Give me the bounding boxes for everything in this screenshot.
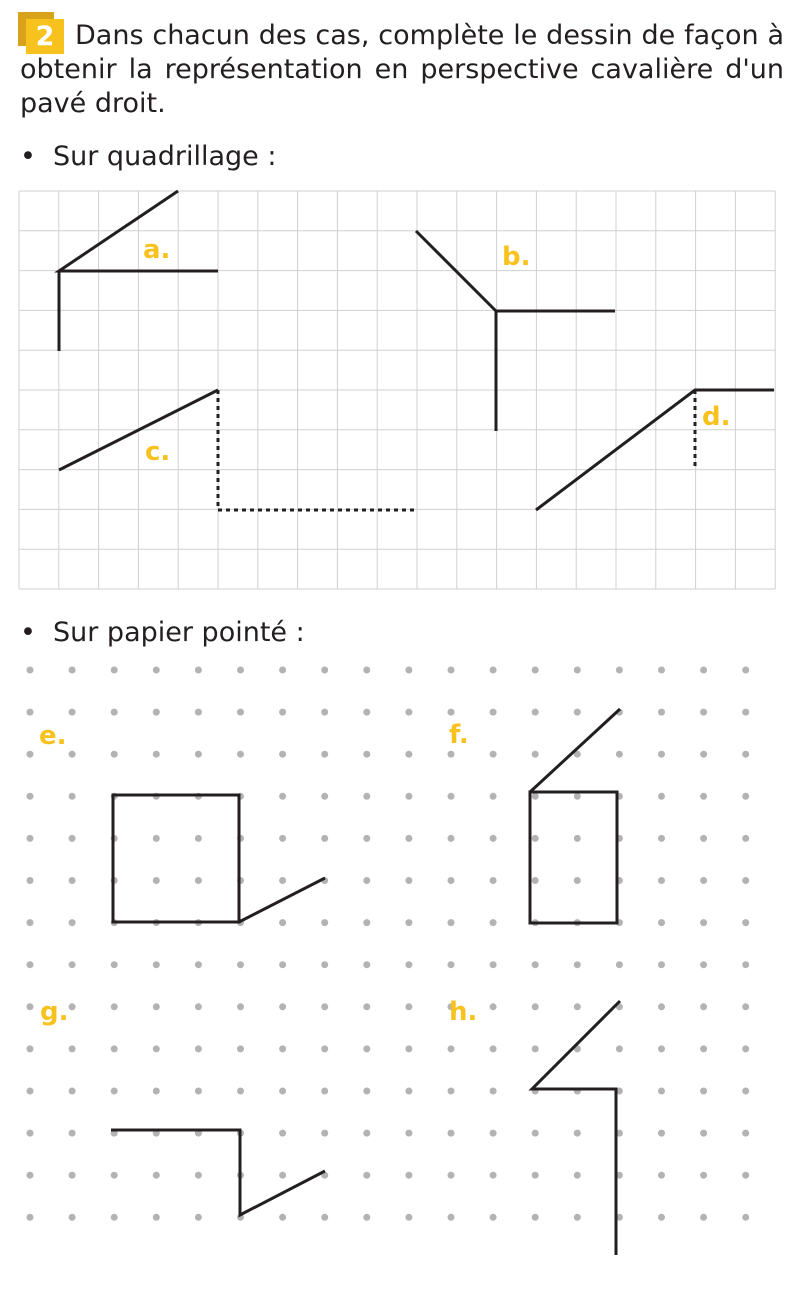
grid-dot bbox=[700, 835, 707, 842]
grid-dot bbox=[490, 961, 497, 968]
grid-dot bbox=[111, 667, 118, 674]
grid-dot bbox=[111, 1088, 118, 1095]
grid-dot bbox=[742, 751, 749, 758]
grid-dot bbox=[405, 835, 412, 842]
grid-dot bbox=[153, 1088, 160, 1095]
grid-dot bbox=[111, 751, 118, 758]
grid-dot bbox=[574, 1130, 581, 1137]
grid-dot bbox=[279, 793, 286, 800]
grid-dot bbox=[69, 793, 76, 800]
grid-dot bbox=[111, 1214, 118, 1221]
grid-dot bbox=[279, 1045, 286, 1052]
grid-dot bbox=[490, 1088, 497, 1095]
grid-dot bbox=[153, 877, 160, 884]
grid-dot bbox=[658, 793, 665, 800]
figure-f-front-face bbox=[530, 792, 617, 923]
grid-dot bbox=[27, 1172, 34, 1179]
grid-dot bbox=[700, 1130, 707, 1137]
grid-dot bbox=[153, 961, 160, 968]
grid-dot bbox=[27, 1088, 34, 1095]
grid-dot bbox=[279, 1130, 286, 1137]
grid-dot bbox=[111, 1003, 118, 1010]
grid-dot bbox=[448, 667, 455, 674]
grid-dot bbox=[195, 751, 202, 758]
figure-d bbox=[536, 390, 774, 510]
grid-dot bbox=[742, 667, 749, 674]
grid-dot bbox=[658, 1003, 665, 1010]
grid-dot bbox=[574, 1214, 581, 1221]
grid-dot bbox=[363, 1045, 370, 1052]
grid-dot bbox=[658, 1172, 665, 1179]
grid-dot bbox=[153, 709, 160, 716]
grid-dot bbox=[27, 835, 34, 842]
grid-dot bbox=[616, 1045, 623, 1052]
grid-dot bbox=[279, 1088, 286, 1095]
grid-dot bbox=[363, 709, 370, 716]
grid-dot bbox=[405, 793, 412, 800]
grid-dot bbox=[700, 709, 707, 716]
grid-dot bbox=[658, 835, 665, 842]
exercise-instruction: Dans chacun des cas, complète le dessin de façon à obtenir la représentation en perspective cavalière d'un pavé droit. bbox=[20, 20, 784, 119]
grid-dot bbox=[321, 709, 328, 716]
grid-dot bbox=[69, 709, 76, 716]
grid-dot bbox=[237, 1045, 244, 1052]
grid-dot bbox=[153, 1214, 160, 1221]
grid-dot bbox=[574, 709, 581, 716]
grid-dot bbox=[405, 709, 412, 716]
grid-dot bbox=[448, 961, 455, 968]
grid-dot bbox=[448, 751, 455, 758]
grid-dot bbox=[574, 667, 581, 674]
grid-dot bbox=[742, 835, 749, 842]
grid-dot bbox=[363, 667, 370, 674]
grid-dot bbox=[405, 751, 412, 758]
figure-g bbox=[40, 997, 325, 1215]
grid-dot bbox=[490, 1172, 497, 1179]
grid-dot bbox=[363, 1172, 370, 1179]
grid-dot bbox=[742, 961, 749, 968]
figure-f bbox=[449, 709, 620, 923]
figure-g-label: g. bbox=[40, 997, 69, 1027]
grid-dot bbox=[658, 751, 665, 758]
grid-dot bbox=[279, 961, 286, 968]
grid-dot bbox=[742, 1088, 749, 1095]
grid-dot bbox=[363, 1130, 370, 1137]
grid-dot bbox=[363, 793, 370, 800]
grid-dot bbox=[237, 1003, 244, 1010]
grid-dot bbox=[490, 667, 497, 674]
grid-dot bbox=[363, 835, 370, 842]
exercise-number: 2 bbox=[26, 19, 64, 54]
grid-dot bbox=[532, 1214, 539, 1221]
grid-dot bbox=[405, 1003, 412, 1010]
grid-dot bbox=[742, 877, 749, 884]
grid-dot bbox=[69, 1045, 76, 1052]
grid-dot bbox=[69, 919, 76, 926]
grid-dot bbox=[490, 1214, 497, 1221]
grid-dot bbox=[532, 667, 539, 674]
grid-dot bbox=[490, 835, 497, 842]
grid-dot bbox=[700, 1088, 707, 1095]
grid-dot bbox=[574, 961, 581, 968]
grid-dot bbox=[321, 1130, 328, 1137]
bullet: • bbox=[20, 141, 36, 172]
grid-dot bbox=[742, 1214, 749, 1221]
grid-dot bbox=[237, 1088, 244, 1095]
grid-dot bbox=[742, 1045, 749, 1052]
grid-dot bbox=[69, 1130, 76, 1137]
grid-dot bbox=[742, 1003, 749, 1010]
grid-dot bbox=[69, 835, 76, 842]
grid-dot bbox=[448, 919, 455, 926]
grid-dot bbox=[448, 1172, 455, 1179]
grid-dot bbox=[27, 793, 34, 800]
grid-dot bbox=[279, 667, 286, 674]
grid-dot bbox=[279, 877, 286, 884]
grid-dot bbox=[700, 919, 707, 926]
grid-dot bbox=[153, 1045, 160, 1052]
grid-dot bbox=[658, 877, 665, 884]
grid-dot bbox=[658, 1088, 665, 1095]
grid-dot bbox=[321, 751, 328, 758]
grid-dot bbox=[742, 709, 749, 716]
grid-dot bbox=[195, 709, 202, 716]
grid-dot bbox=[574, 835, 581, 842]
grid-dot bbox=[490, 709, 497, 716]
grid-dot bbox=[448, 1088, 455, 1095]
grid-dot bbox=[700, 961, 707, 968]
figure-f-label: f. bbox=[449, 720, 469, 750]
grid-dot bbox=[742, 793, 749, 800]
figure-c-label: c. bbox=[145, 437, 171, 467]
grid-dot bbox=[27, 877, 34, 884]
grid-dot bbox=[321, 961, 328, 968]
grid-dot bbox=[279, 1003, 286, 1010]
grid-dot bbox=[27, 1130, 34, 1137]
grid-dot bbox=[153, 667, 160, 674]
grid-dot bbox=[616, 667, 623, 674]
grid-dot bbox=[700, 667, 707, 674]
grid-dot bbox=[532, 709, 539, 716]
grid-dot bbox=[321, 1003, 328, 1010]
grid-dot bbox=[448, 835, 455, 842]
grid-dot bbox=[237, 961, 244, 968]
grid-dot bbox=[405, 877, 412, 884]
grid-dot bbox=[742, 1172, 749, 1179]
grid-dot bbox=[27, 1003, 34, 1010]
grid-dot bbox=[279, 919, 286, 926]
grid-dot bbox=[237, 751, 244, 758]
grid-dot bbox=[658, 1214, 665, 1221]
grid-dot bbox=[153, 835, 160, 842]
grid-dot bbox=[363, 961, 370, 968]
grid-dot bbox=[405, 1045, 412, 1052]
grid-dot bbox=[700, 877, 707, 884]
figure-d-edges bbox=[536, 390, 774, 510]
grid-dot bbox=[658, 1130, 665, 1137]
grid-dot bbox=[111, 1045, 118, 1052]
figure-b-label: b. bbox=[502, 242, 531, 272]
grid-dot bbox=[405, 1130, 412, 1137]
grid-dot bbox=[279, 835, 286, 842]
grid-dot bbox=[195, 961, 202, 968]
grid-dot bbox=[69, 877, 76, 884]
grid-dot bbox=[27, 961, 34, 968]
grid-dot bbox=[363, 751, 370, 758]
grid-dot bbox=[490, 1003, 497, 1010]
grid-dot bbox=[532, 751, 539, 758]
grid-dot bbox=[490, 793, 497, 800]
figure-c bbox=[59, 390, 416, 510]
grid-dot bbox=[742, 919, 749, 926]
grid-dot bbox=[363, 1214, 370, 1221]
section-title-dots-text: Sur papier pointé : bbox=[53, 617, 305, 648]
grid-dot bbox=[27, 1045, 34, 1052]
grid-dot bbox=[532, 793, 539, 800]
grid-dot bbox=[69, 1172, 76, 1179]
figure-a-label: a. bbox=[143, 235, 171, 265]
grid-dot bbox=[321, 1088, 328, 1095]
grid-dot bbox=[405, 1214, 412, 1221]
grid-dot bbox=[195, 667, 202, 674]
grid-dot bbox=[321, 1214, 328, 1221]
grid-dot bbox=[363, 919, 370, 926]
grid-dot bbox=[532, 877, 539, 884]
grid-dot bbox=[532, 1045, 539, 1052]
figure-e-front-face bbox=[113, 795, 239, 922]
grid-dot bbox=[490, 1130, 497, 1137]
grid-dot bbox=[700, 751, 707, 758]
grid-dot bbox=[111, 961, 118, 968]
figure-f-oblique-edge bbox=[530, 709, 620, 792]
grid-dot bbox=[237, 667, 244, 674]
grid-dot bbox=[195, 877, 202, 884]
grid-dot bbox=[111, 709, 118, 716]
figure-e-label: e. bbox=[39, 721, 67, 751]
dot-grid bbox=[27, 667, 750, 1221]
grid-dot bbox=[279, 1214, 286, 1221]
grid-dot bbox=[448, 1045, 455, 1052]
grid-dot bbox=[405, 667, 412, 674]
grid-dot bbox=[448, 709, 455, 716]
grid-dot bbox=[700, 1172, 707, 1179]
grid-dot bbox=[153, 1003, 160, 1010]
grid-dot bbox=[700, 1214, 707, 1221]
grid-dot bbox=[532, 835, 539, 842]
grid-dot bbox=[490, 877, 497, 884]
grid-dot bbox=[195, 835, 202, 842]
grid-dot bbox=[700, 1003, 707, 1010]
grid-dot bbox=[321, 919, 328, 926]
grid-dot bbox=[69, 1214, 76, 1221]
grid-dot bbox=[195, 1214, 202, 1221]
figure-b bbox=[416, 231, 615, 431]
grid-dot bbox=[742, 1130, 749, 1137]
grid-dot bbox=[448, 1130, 455, 1137]
grid-dot bbox=[321, 1045, 328, 1052]
grid-dot bbox=[111, 1172, 118, 1179]
bullet: • bbox=[20, 617, 36, 648]
grid-dot bbox=[574, 1172, 581, 1179]
grid-dot bbox=[321, 835, 328, 842]
figure-e-oblique-edge bbox=[239, 878, 325, 922]
grid-dot bbox=[69, 1088, 76, 1095]
grid-dot bbox=[490, 919, 497, 926]
grid-dot bbox=[363, 1003, 370, 1010]
grid-dot bbox=[69, 667, 76, 674]
grid-dot bbox=[27, 667, 34, 674]
grid-dot bbox=[69, 961, 76, 968]
grid-dot bbox=[363, 877, 370, 884]
grid-dot bbox=[532, 1130, 539, 1137]
grid-dot bbox=[532, 1172, 539, 1179]
grid-dot bbox=[405, 919, 412, 926]
grid-dot bbox=[448, 1214, 455, 1221]
grid-dot bbox=[658, 709, 665, 716]
grid-dot bbox=[574, 1003, 581, 1010]
grid-dot bbox=[448, 793, 455, 800]
grid-dot bbox=[195, 1003, 202, 1010]
grid-dot bbox=[321, 667, 328, 674]
grid-dot bbox=[405, 961, 412, 968]
grid-dot bbox=[153, 751, 160, 758]
grid-dot bbox=[279, 751, 286, 758]
dot-paper-figure bbox=[0, 650, 803, 1270]
section-title-dots bbox=[20, 616, 305, 650]
grid-dot bbox=[27, 919, 34, 926]
grid-dot bbox=[532, 1003, 539, 1010]
grid-dot bbox=[195, 1045, 202, 1052]
figure-c-hidden-edges bbox=[218, 390, 416, 510]
figure-d-label: d. bbox=[702, 402, 731, 432]
grid-dot bbox=[279, 709, 286, 716]
grid-dot bbox=[363, 1088, 370, 1095]
grid-dot bbox=[616, 961, 623, 968]
grid-lines bbox=[19, 191, 775, 589]
grid-dot bbox=[27, 1214, 34, 1221]
section-title-grid bbox=[20, 140, 276, 174]
grid-dot bbox=[490, 751, 497, 758]
grid-dot bbox=[405, 1172, 412, 1179]
grid-dot bbox=[448, 877, 455, 884]
grid-dot bbox=[195, 1172, 202, 1179]
grid-dot bbox=[658, 919, 665, 926]
grid-dot bbox=[27, 751, 34, 758]
grid-dot bbox=[532, 961, 539, 968]
grid-dot bbox=[490, 1045, 497, 1052]
grid-dot bbox=[69, 1003, 76, 1010]
grid-dot bbox=[195, 1088, 202, 1095]
grid-paper-figure bbox=[0, 180, 803, 600]
grid-dot bbox=[237, 709, 244, 716]
grid-dot bbox=[27, 709, 34, 716]
grid-dot bbox=[616, 751, 623, 758]
figure-g-edges bbox=[111, 1130, 325, 1215]
grid-dot bbox=[658, 1045, 665, 1052]
grid-dot bbox=[405, 1088, 412, 1095]
grid-dot bbox=[574, 877, 581, 884]
grid-dot bbox=[700, 793, 707, 800]
figure-h-label: h. bbox=[449, 997, 478, 1027]
grid-dot bbox=[69, 751, 76, 758]
grid-dot bbox=[321, 793, 328, 800]
grid-dot bbox=[574, 793, 581, 800]
grid-dot bbox=[279, 1172, 286, 1179]
grid-dot bbox=[700, 1045, 707, 1052]
grid-dot bbox=[658, 667, 665, 674]
grid-dot bbox=[658, 961, 665, 968]
section-title-grid-text: Sur quadrillage : bbox=[53, 141, 277, 172]
grid-dot bbox=[153, 1172, 160, 1179]
